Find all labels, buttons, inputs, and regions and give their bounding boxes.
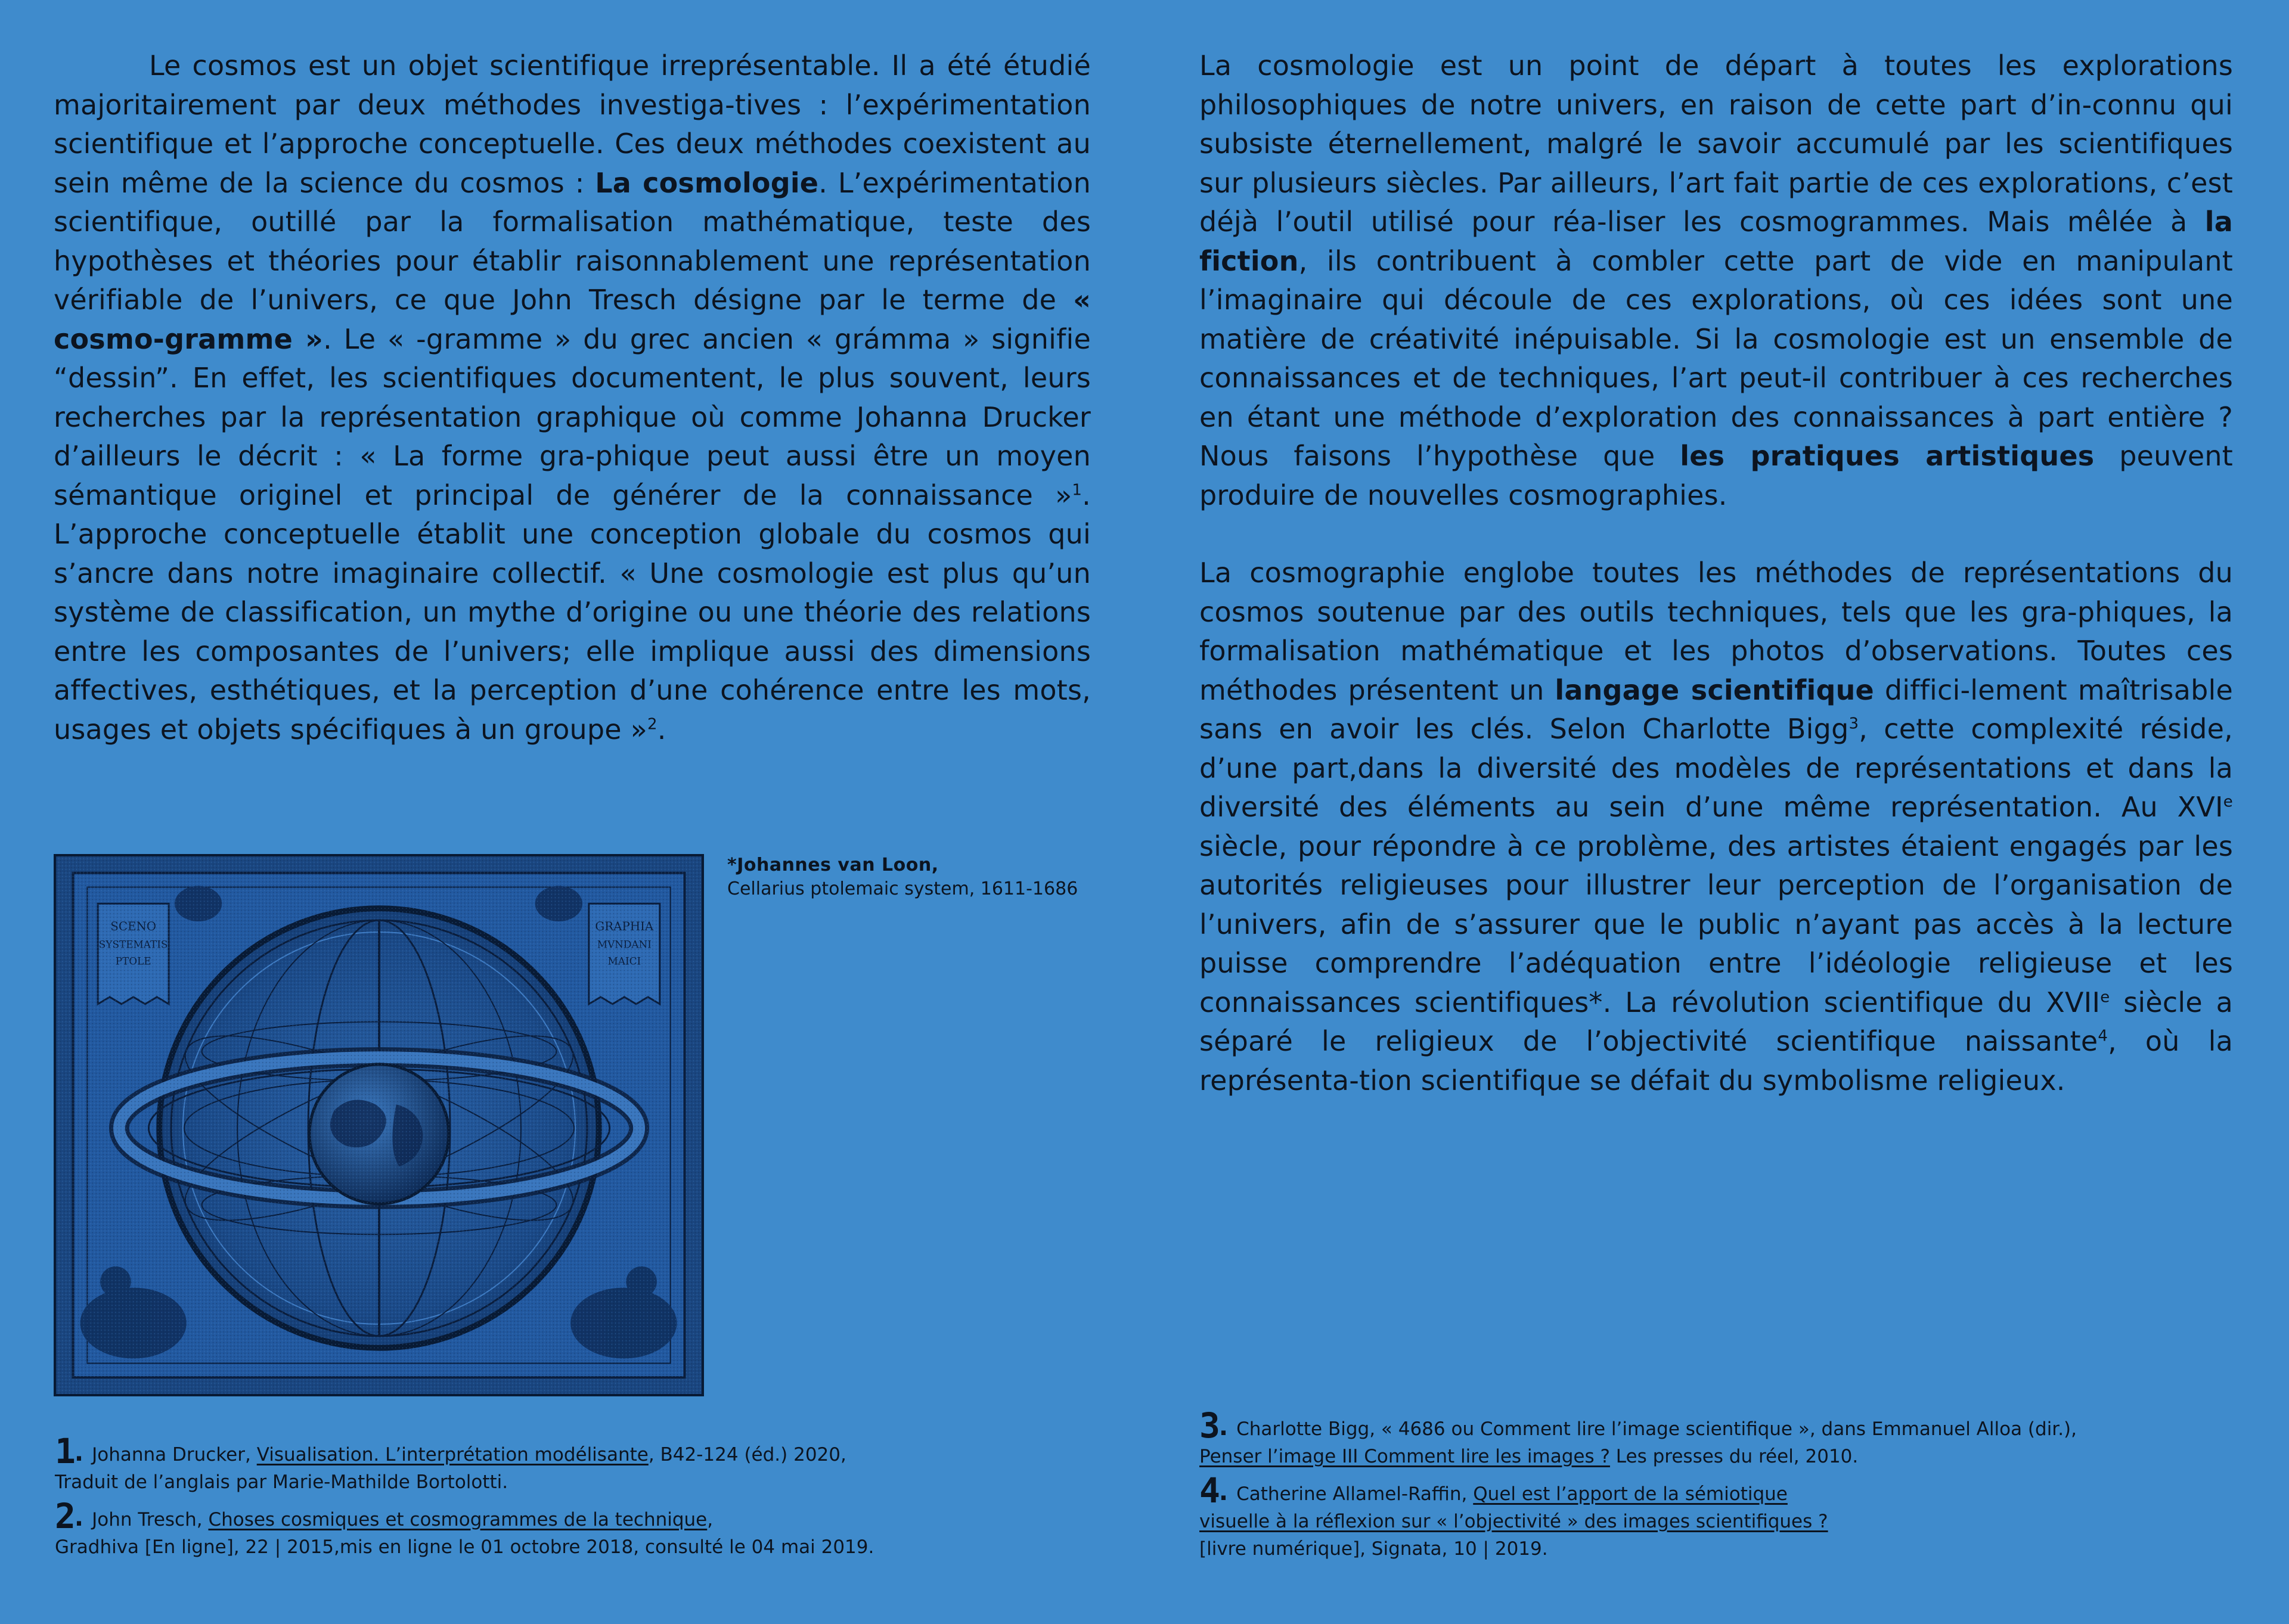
- cosmography-paragraph: La cosmographie englobe toutes les méthodes de représentations du cosmos soutenue par des outils techniques, tels que les gra-phiques, la formalisation mathématique et les photos d’observations. Toutes ces méthodes présentent un langage scientifique diffici-lement maîtrisable sans en avoir les clés. Selon Charlotte Bigg$^3$, cette complexité réside, d’une part,dans la diversité des modèles de représentations et dans la diversité des éléments au sein d’une même représentation. Au XVIe siècle, pour répondre à ce problème, des artistes étaient engagés par les autorités religieuses pour illustrer leur perception de l’organisation de l’univers, afin de s’assurer que le public n’ayant pas accès à la lecture puisse comprendre l’adéquation entre l’idéologie religieuse et les connaissances scientifiques*. La révolution scientifique du XVIIe siècle a séparé le religieux de l’objectivité scientifique naissante$^4$, où la représenta-tion scientifique se défait du symbolisme religieux.: [1199, 557, 2234, 1097]
- superscript-e: e: [2100, 988, 2110, 1007]
- footnote-number: 3: [1199, 1405, 1219, 1446]
- footnote-number: 2: [55, 1496, 75, 1536]
- footnote-ref-1: 1: [1072, 481, 1083, 499]
- footnote-ref-4: 4: [2098, 1027, 2108, 1045]
- right-body-text: [1199, 46, 2233, 1100]
- keyword-pratiques-artistiques: les pratiques artistiques: [1680, 440, 2095, 472]
- footnote-1: 1. Johanna Drucker, Visualisation. L’interprétation modélisante, B42-124 (éd.) 2020, Traduit de l’anglais par Marie-Mathilde Bortolotti.: [55, 1431, 846, 1493]
- left-footnotes: [55, 1431, 1080, 1569]
- superscript-e: e: [2223, 793, 2233, 811]
- engraving-svg: [56, 856, 702, 1394]
- footnote-number: 1: [55, 1431, 75, 1471]
- footnote-ref-2: 2: [647, 715, 657, 734]
- left-body-text: [54, 46, 1091, 749]
- footnote-title-link[interactable]: Choses cosmiques et cosmogrammes de la technique: [208, 1509, 708, 1530]
- keyword-la-fiction: la fiction: [1199, 206, 2233, 277]
- footnote-title-link-cont[interactable]: visuelle à la réflexion sur « l’objectivité » des images scientifiques ?: [1199, 1511, 1828, 1532]
- footnote-2: 2. John Tresch, Choses cosmiques et cosmogrammes de la technique, Gradhiva [En ligne], 22 | 2015,mis en ligne le 01 octobre 2018, consulté le 04 mai 2019.: [55, 1496, 874, 1558]
- keyword-langage-scientifique: langage scientifique: [1555, 673, 1874, 706]
- intro-paragraph: Le cosmos est un objet scientifique irreprésentable. Il a été étudié majoritairement par deux méthodes investiga-tives : l’expérimentation scientifique et l’approche conceptuelle. Ces deux méthodes coexistent au sein même de la science du cosmos : La cosmologie. L’expérimentation scientifique, outillé par la formalisation mathématique, teste des hypothèses et théories pour établir raisonnablement une représentation vérifiable de l’univers, ce que John Tresch désigne par le terme de « cosmo-gramme ». Le « -gramme » du grec ancien « grámma » signifie “dessin”. En effet, les scientifiques documentent, le plus souvent, leurs recherches par la représentation graphique où comme Johanna Drucker d’ailleurs le décrit : « La forme gra-phique peut aussi être un moyen sémantique originel et principal de générer de la connaissance »$^1$. L’approche conceptuelle établit une conception globale du cosmos qui s’ancre dans notre imaginaire collectif. « Une cosmologie est plus qu’un système de classification, un mythe d’origine ou une théorie des relations entre les composantes de l’univers; elle implique aussi des dimensions affectives, esthétiques, et la perception d’une cohérence entre les mots, usages et objets spécifiques à un groupe »$^2$.: [54, 49, 1091, 746]
- caption-title: *Johannes van Loon,: [727, 855, 939, 875]
- right-footnotes: [1199, 1405, 2225, 1571]
- footnote-title-link[interactable]: Penser l’image III Comment lire les images ?: [1199, 1446, 1610, 1467]
- figure-caption: [727, 853, 1078, 901]
- right-page: [1144, 0, 2289, 1624]
- footnote-number: 4: [1199, 1470, 1219, 1511]
- keyword-cosmo-gramme: « cosmo-gramme »: [54, 284, 1091, 355]
- ptolemaic-system-illustration: [54, 854, 704, 1396]
- footnote-4: 4. Catherine Allamel-Raffin, Quel est l’apport de la sémiotique visuelle à la réflexion sur « l’objectivité » des images scientifiques ? [livre numérique], Signata, 10 | 2019.: [1199, 1470, 1828, 1560]
- footnote-title-link[interactable]: Quel est l’apport de la sémiotique: [1473, 1483, 1788, 1505]
- left-page: [0, 0, 1144, 1624]
- footnote-title-link[interactable]: Visualisation. L’interprétation modélisante: [256, 1444, 649, 1465]
- footnote-3: 3. Charlotte Bigg, « 4686 ou Comment lire l’image scientifique », dans Emmanuel Alloa (dir.), Penser l’image III Comment lire les images ? Les presses du réel, 2010.: [1199, 1405, 2077, 1467]
- footnote-ref-3: 3: [1848, 715, 1859, 733]
- caption-subtitle: Cellarius ptolemaic system, 1611-1686: [727, 878, 1078, 899]
- cosmology-paragraph: La cosmologie est un point de départ à toutes les explorations philosophiques de notre univers, en raison de cette part d’in-connu qui subsiste éternellement, malgré le savoir accumulé par les scientifiques sur plusieurs siècles. Par ailleurs, l’art fait partie de ces explorations, c’est déjà l’outil utilisé pour réa-liser les cosmogrammes. Mais mêlée à la fiction, ils contribuent à combler cette part de vide en manipulant l’imaginaire qui découle de ces explorations, où ces idées sont une matière de créativité inépuisable. Si la cosmologie est un ensemble de connaissances et de techniques, l’art peut-il contribuer à ces recherches en étant une méthode d’exploration des connaissances à part entière ? Nous faisons l’hypothèse que les pratiques artistiques peuvent produire de nouvelles cosmographies.: [1199, 49, 2234, 511]
- keyword-cosmologie: La cosmologie: [595, 166, 819, 199]
